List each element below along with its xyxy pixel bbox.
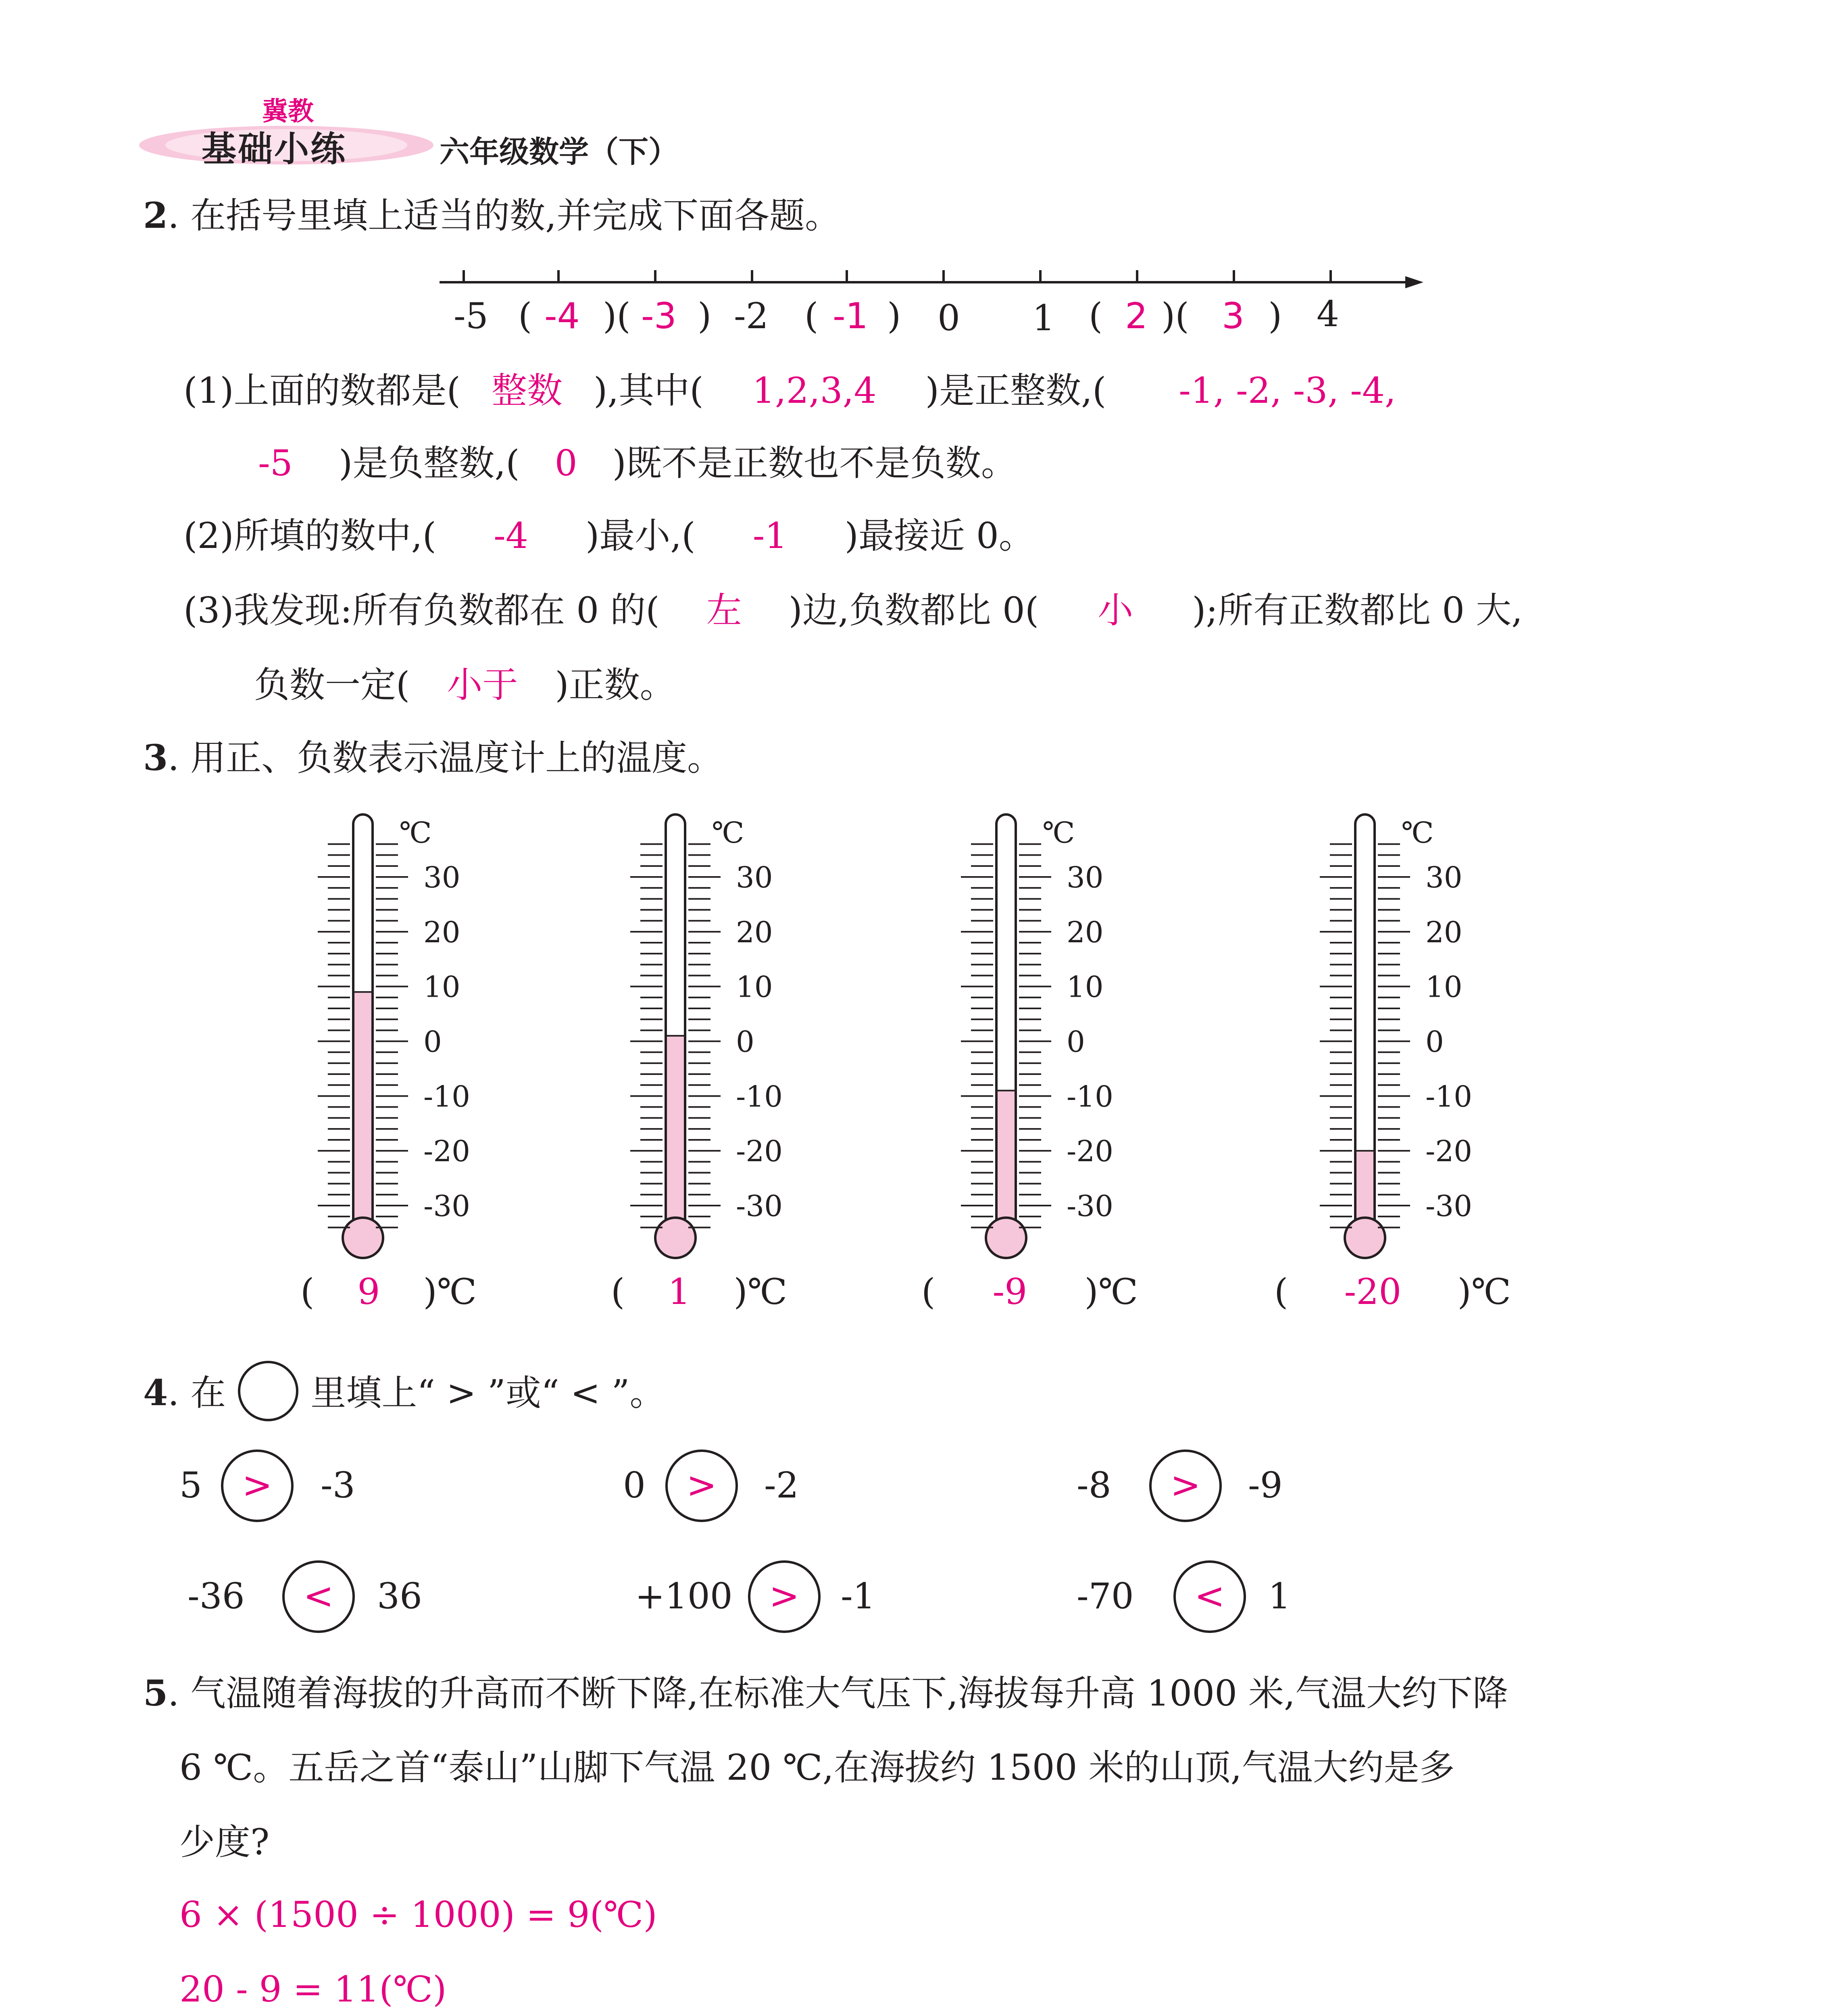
- cmp1-right: -3: [321, 1464, 355, 1506]
- q2p2-answer-closest: -1: [752, 515, 788, 556]
- q4-prompt-b: 里填上“ > ”或“ < ”。: [310, 1372, 665, 1414]
- q3-prompt: . 用正、负数表示温度计上的温度。: [168, 737, 723, 779]
- cmp2-right: -2: [764, 1464, 799, 1506]
- cmp2-sign-circle[interactable]: >: [665, 1450, 738, 1522]
- cmp5-sign-circle[interactable]: >: [748, 1560, 821, 1633]
- q2p2-answer-min: -4: [494, 515, 528, 556]
- q2p2-text-b: )最小,(: [585, 515, 696, 556]
- header-edition: 冀教: [262, 97, 314, 127]
- nl-answer-minus4: -4: [544, 295, 580, 337]
- q5-answer-line2: 20 - 9 = 11(℃): [179, 1968, 447, 2010]
- thermometer-scale-label: -20: [1067, 1134, 1113, 1168]
- cmp3-sign-circle[interactable]: >: [1149, 1450, 1222, 1522]
- thermometer-scale-label: 10: [1067, 970, 1104, 1004]
- nl-paren-3: ): [698, 295, 712, 337]
- q2p1-answer-zero: 0: [554, 442, 577, 484]
- thermometer-mercury-2: [667, 1036, 684, 1232]
- q2p3-text-b: )边,负数都比 0(: [788, 589, 1039, 631]
- thermometer-scale-label: 10: [423, 970, 460, 1004]
- number-line-arrow-icon: [1405, 276, 1423, 288]
- paren-close-unit: )℃: [733, 1271, 788, 1312]
- thermo-answer-4: -20: [1344, 1271, 1402, 1312]
- q2p3-text-d: 负数一定(: [254, 664, 410, 706]
- thermometer-unit-label: ℃: [399, 816, 432, 850]
- thermometer-scale-label: -30: [423, 1189, 470, 1223]
- nl-paren-5: ): [887, 295, 901, 337]
- q5-answer-line1: 6 × (1500 ÷ 1000) = 9(℃): [179, 1894, 657, 1935]
- thermometer-scale-label: -30: [1425, 1189, 1472, 1223]
- nl-label-0: 0: [938, 297, 960, 339]
- thermometer-mercury-3: [997, 1091, 1015, 1232]
- q2p2-text-c: )最接近 0。: [844, 515, 1034, 556]
- header-series: 基础小练: [202, 129, 347, 169]
- thermo-answer-2: 1: [668, 1271, 691, 1312]
- q2-prompt: . 在括号里填上适当的数,并完成下面各题。: [168, 195, 841, 236]
- thermometer-scale-label: -30: [1067, 1189, 1113, 1223]
- q4-number: 4: [143, 1372, 168, 1414]
- thermo-answer-1: 9: [357, 1271, 380, 1312]
- q2p1-answer-negative: -1, -2, -3, -4,: [1179, 370, 1396, 411]
- thermometer-mercury-1: [354, 992, 372, 1232]
- nl-paren-7: )(: [1161, 295, 1189, 337]
- q4-prompt-a: . 在: [168, 1372, 226, 1414]
- nl-answer-3: 3: [1222, 295, 1244, 337]
- thermometer-scale-label: 30: [423, 860, 460, 894]
- q2p3-answer-smaller: 小: [1098, 589, 1133, 631]
- thermo-answer-3: -9: [992, 1271, 1027, 1312]
- cmp6-right: 1: [1268, 1575, 1291, 1617]
- nl-label-minus5: -5: [454, 295, 488, 337]
- thermometer-scale-label: -20: [423, 1134, 470, 1168]
- q5-line3: 少度?: [179, 1821, 270, 1863]
- cmp1-sign-circle[interactable]: >: [221, 1450, 294, 1522]
- q2-number: 2: [143, 194, 168, 236]
- q2p1-text-d: )是负整数,(: [339, 442, 520, 484]
- thermometer-scale-label: 20: [736, 915, 773, 949]
- nl-paren-2: )(: [603, 295, 631, 337]
- q2p1-text-a: (1)上面的数都是(: [183, 370, 460, 411]
- thermometer-bulb-3: [986, 1218, 1026, 1258]
- q2p1-text-b: ),其中(: [594, 370, 704, 411]
- cmp4-sign-circle[interactable]: <: [282, 1560, 355, 1633]
- thermometer-scale-label: 20: [423, 915, 460, 949]
- paren-close-unit: )℃: [1457, 1271, 1511, 1312]
- q2p3-text-e: )正数。: [555, 664, 675, 706]
- thermometer-scale-label: 10: [1425, 970, 1463, 1004]
- thermometer-scale-label: -10: [736, 1079, 783, 1114]
- q5-number: 5: [143, 1672, 168, 1714]
- q5-line2: 6 ℃。五岳之首“泰山”山脚下气温 20 ℃,在海拔约 1500 米的山顶,气温大约是多: [179, 1747, 1455, 1788]
- q2p3-answer-lessthan: 小于: [447, 664, 518, 706]
- cmp6-left: -70: [1077, 1575, 1134, 1617]
- thermometer-unit-label: ℃: [1042, 816, 1075, 850]
- thermometer-scale-label: 10: [736, 970, 773, 1004]
- thermometer-scale-label: -20: [1425, 1134, 1472, 1168]
- q2p2-text-a: (2)所填的数中,(: [183, 515, 436, 556]
- thermometer-bulb-4: [1345, 1218, 1385, 1258]
- q2p3-answer-left: 左: [706, 589, 742, 631]
- paren-open: (: [921, 1271, 936, 1312]
- nl-answer-minus3: -3: [641, 295, 677, 337]
- thermometer-scale-label: -10: [1067, 1079, 1113, 1114]
- nl-paren-8: ): [1268, 295, 1282, 337]
- cmp1-left: 5: [179, 1464, 202, 1506]
- thermometer-scale-label: -20: [736, 1134, 783, 1168]
- thermometer-scale-label: 0: [423, 1025, 442, 1059]
- nl-answer-2: 2: [1125, 295, 1148, 337]
- q2p1-answer-positive: 1,2,3,4: [752, 370, 877, 411]
- paren-close-unit: )℃: [423, 1271, 477, 1312]
- thermometer-scale-label: 0: [1067, 1025, 1085, 1059]
- nl-label-1: 1: [1032, 297, 1055, 339]
- cmp2-left: 0: [623, 1464, 646, 1506]
- thermometer-unit-label: ℃: [712, 816, 744, 850]
- q2p1-text-c: )是正整数,(: [925, 370, 1106, 411]
- q5-text-1: . 气温随着海拔的升高而不断下降,在标准大气压下,海拔每升高 1000 米,气温大约下降: [168, 1672, 1508, 1714]
- paren-open: (: [300, 1271, 315, 1312]
- thermometer-scale-label: 0: [736, 1025, 754, 1059]
- paren-open: (: [611, 1271, 625, 1312]
- thermometer-scale-label: -30: [736, 1189, 783, 1223]
- thermometer-scale-label: 30: [1067, 860, 1104, 894]
- q2p3-text-c: );所有正数都比 0 大,: [1192, 589, 1523, 631]
- nl-answer-minus1: -1: [833, 295, 868, 337]
- q2p3-text-a: (3)我发现:所有负数都在 0 的(: [183, 589, 660, 631]
- nl-paren-4: (: [804, 295, 819, 337]
- q2p1-text-e: )既不是正数也不是负数。: [612, 442, 1017, 484]
- thermometer-scale-label: 20: [1067, 915, 1104, 949]
- q3-number: 3: [143, 737, 168, 779]
- nl-paren-6: (: [1089, 295, 1103, 337]
- paren-close-unit: )℃: [1084, 1271, 1138, 1312]
- thermometer-scale-label: 30: [736, 860, 773, 894]
- cmp5-right: -1: [841, 1575, 875, 1617]
- nl-label-minus2: -2: [734, 295, 769, 337]
- cmp3-right: -9: [1248, 1464, 1283, 1506]
- cmp3-left: -8: [1077, 1464, 1111, 1506]
- nl-paren-1: (: [518, 295, 532, 337]
- thermometer-bulb-1: [343, 1218, 383, 1258]
- cmp4-left: -36: [188, 1575, 245, 1617]
- cmp6-sign-circle[interactable]: <: [1173, 1560, 1246, 1633]
- thermometer-bulb-2: [655, 1218, 696, 1258]
- thermometer-scale-label: 30: [1425, 860, 1463, 894]
- q2p1-answer-integer: 整数: [491, 370, 563, 411]
- thermometer-scale-label: -10: [423, 1079, 470, 1114]
- thermometer-unit-label: ℃: [1401, 816, 1434, 850]
- thermometer-scale-label: 0: [1425, 1025, 1444, 1059]
- header-book-title: 六年级数学（下）: [440, 135, 678, 169]
- q2p1-answer-minus5: -5: [258, 442, 293, 484]
- paren-open: (: [1274, 1271, 1288, 1312]
- thermometer-scale-label: 20: [1425, 915, 1463, 949]
- cmp5-left: +100: [635, 1575, 733, 1617]
- nl-label-4: 4: [1317, 293, 1339, 335]
- cmp4-right: 36: [377, 1575, 422, 1617]
- thermometer-scale-label: -10: [1425, 1079, 1472, 1114]
